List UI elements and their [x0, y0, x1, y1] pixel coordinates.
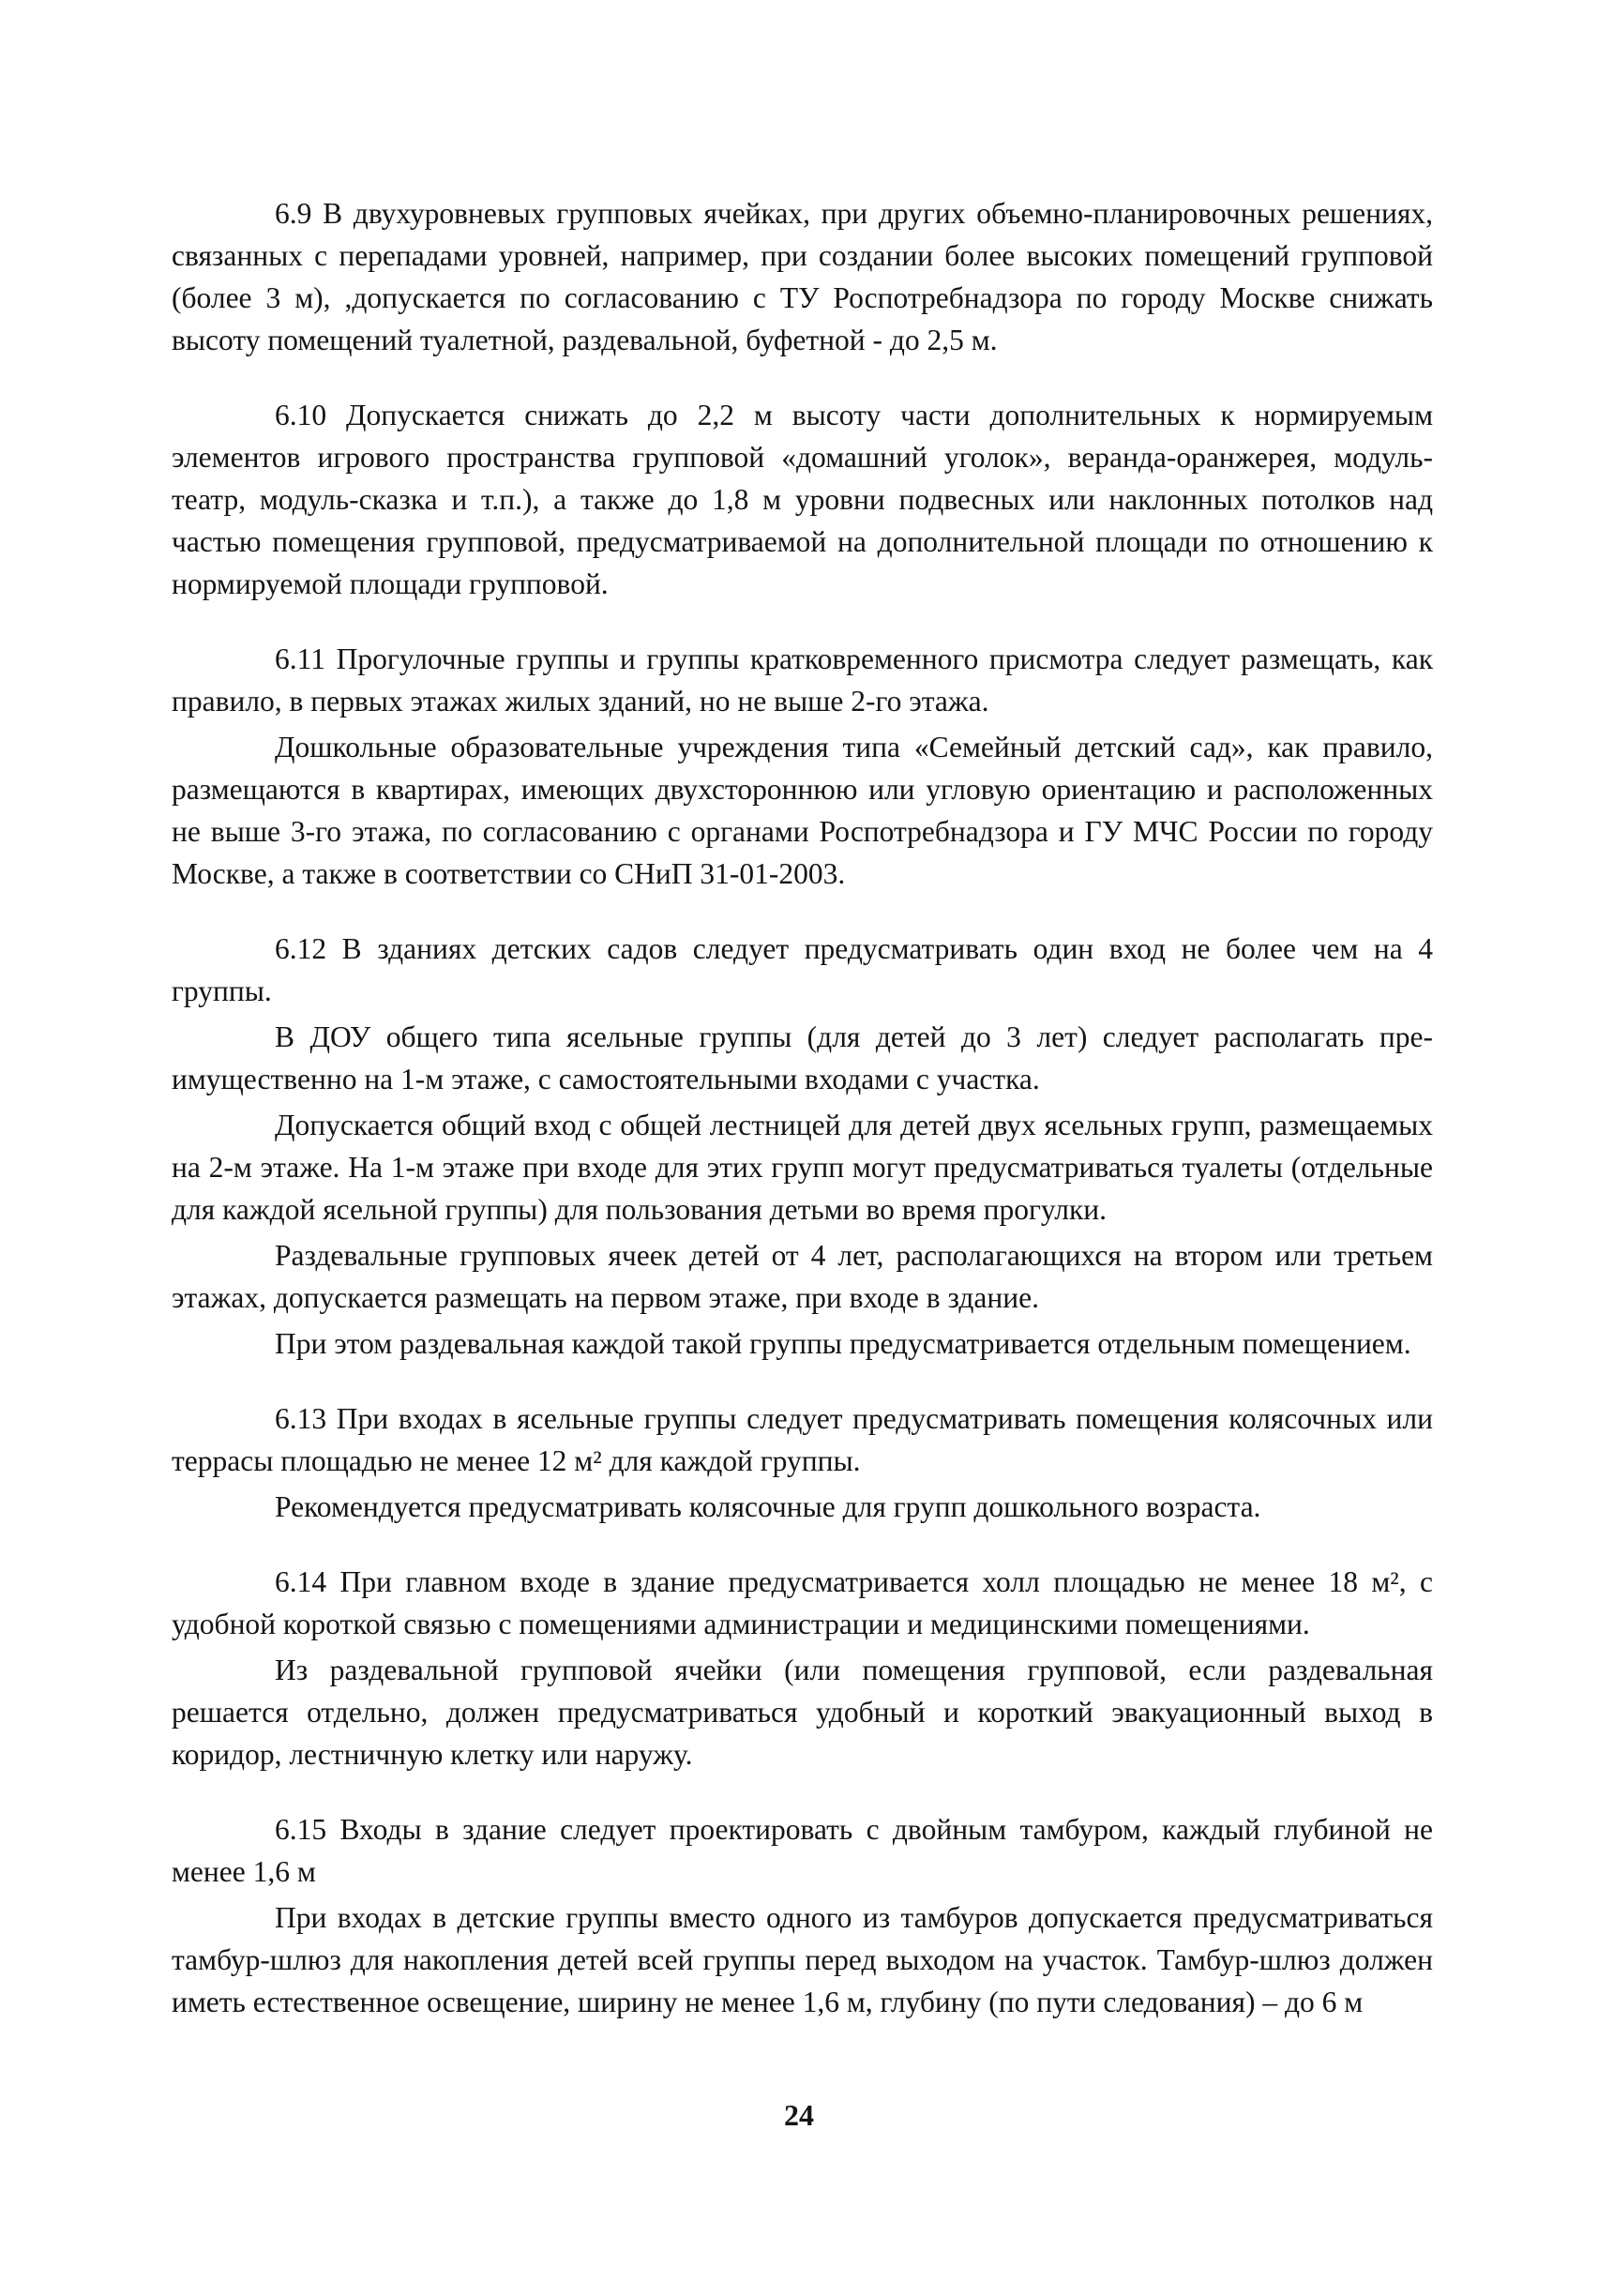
page-number: 24: [784, 2098, 814, 2132]
section-6-12: [172, 928, 1433, 1365]
section-6-15: [172, 1808, 1433, 2023]
paragraph: При входах в детские группы вместо одного из тамбуров допускается предусматриваться тамбур-шлюз для накопления детей всей группы перед выходом на участок. Тамбур-шлюз должен иметь естественное освещение, ширину не менее 1,6 м, глубину (по пути следования) – до 6 м: [172, 1901, 1433, 2018]
paragraph: 6.10 Допускается снижать до 2,2 м высоту части дополнительных к нормируемым элементов игрового пространства групповой «домашний уголок», веранда-оранжерея, модуль-театр, модуль-сказка и т.п.), а также до 1,8 м уровни подвесных или наклонных потолков над частью помещения групповой, предусматриваемой на дополнительной площади по отношению к нормируемой площади групповой.: [172, 399, 1433, 600]
paragraph: 6.13 При входах в ясельные группы следует предусматривать помещения колясочных или террасы площадью не менее 12 м² для каждой группы.: [172, 1402, 1433, 1477]
section-6-13: [172, 1397, 1433, 1528]
paragraph: 6.9 В двухуровневых групповых ячейках, при других объемно-планировочных решениях, связанных с перепадами уровней, например, при создании более высоких помещений групповой (более 3 м), ,допускается по согласованию с ТУ Роспотребнадзора по городу Москве снижать высоту помещений туалетной, раздевальной, буфетной - до 2,5 м.: [172, 197, 1433, 356]
paragraph: Дошкольные образовательные учреждения типа «Семейный детский сад», как правило, размещаются в квартирах, имеющих двухстороннюю или угловую ориентацию и расположенных не выше 3-го этажа, по согласованию с органами Роспотребнадзора и ГУ МЧС России по городу Москве, а также в соответствии со СНиП 31-01-2003.: [172, 731, 1433, 890]
paragraph: При этом раздевальная каждой такой группы предусматривается отдельным помещением.: [275, 1327, 1411, 1360]
section-6-14: [172, 1561, 1433, 1775]
paragraph: Рекомендуется предусматривать колясочные для групп дошкольного возраста.: [275, 1490, 1261, 1523]
paragraph: Раздевальные групповых ячеек детей от 4 лет, располагающихся на втором или третьем этажах, допускается размещать на первом этаже, при входе в здание.: [172, 1239, 1433, 1314]
paragraph: 6.15 Входы в здание следует проектировать с двойным тамбуром, каждый глубиной не менее 1,6 м: [172, 1813, 1433, 1888]
document-page: [172, 192, 1433, 2056]
paragraph: Допускается общий вход с общей лестницей для детей двух ясельных групп, размещаемых на 2-м этаже. На 1-м этаже при входе для этих групп могут предусматриваться туалеты (отдельные для каждой ясельной группы) для пользования детьми во время прогулки.: [172, 1109, 1433, 1226]
section-6-11: [172, 638, 1433, 895]
paragraph: Из раздевальной групповой ячейки (или помещения групповой, если раздевальная решается отдельно, должен предусматриваться удобный и короткий эвакуационный выход в коридор, лестничную клетку или наружу.: [172, 1654, 1433, 1771]
paragraph: 6.11 Прогулочные группы и группы кратковременного присмотра следует размещать, как правило, в первых этажах жилых зданий, но не выше 2-го этажа.: [172, 642, 1433, 718]
section-6-9: [172, 192, 1433, 361]
paragraph: 6.14 При главном входе в здание предусматривается холл площадью не менее 18 м², с удобной короткой связью с помещениями администрации и медицинскими помещениями.: [172, 1565, 1433, 1640]
section-6-10: [172, 394, 1433, 605]
paragraph: В ДОУ общего типа ясельные группы (для детей до 3 лет) следует располагать преимущественно на 1-м этаже, с самостоятельными входами с участка.: [172, 1020, 1433, 1095]
paragraph: 6.12 В зданиях детских садов следует предусматривать один вход не более чем на 4 группы.: [172, 932, 1433, 1007]
